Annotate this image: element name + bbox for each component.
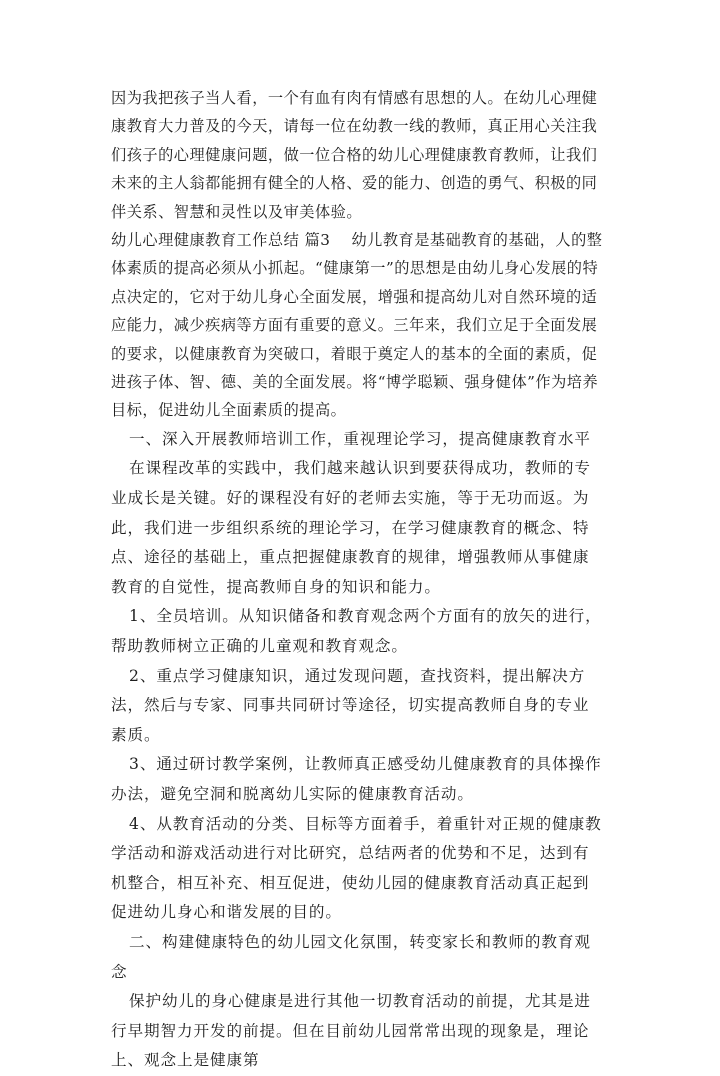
paragraph-1: 在课程改革的实践中，我们越来越认识到要获得成功，教师的专业成长是关键。好的课程没有好的老师去实施，等于无功而返。为此，我们进一步组织系统的理论学习，在学习健康教育的概念、特点、途径的基础上，重点把握健康教育的规律，增强教师从事健康教育的自觉性，提高教师自身的知识和能力。	[111, 459, 591, 596]
list-item-2: 2、重点学习健康知识，通过发现问题，查找资料，提出解决方法，然后与专家、同事共同研讨等途径，切实提高教师自身的专业素质。	[111, 666, 590, 744]
paragraph-2: 保护幼儿的身心健康是进行其他一切教育活动的前提，尤其是进行早期智力开发的前提。但在目前幼儿园常常出现的现象是，理论上、观念上是健康第	[111, 992, 591, 1070]
list-item-1: 1、全员培训。从知识储备和教育观念两个方面有的放矢的进行，帮助教师树立正确的儿童观和教育观念。	[111, 607, 602, 656]
heading-1: 一、深入开展教师培训工作，重视理论学习，提高健康教育水平	[129, 429, 591, 448]
intro-paragraph: 因为我把孩子当人看，一个有血有肉有情感有思想的人。在幼儿心理健康教育大力普及的今天，请每一位在幼教一线的教师，真正用心关注我们孩子的心理健康问题，做一位合格的幼儿心理健康教育教师，让我们未来的主人翁都能拥有健全的人格、爱的能力、创造的勇气、积极的同伴关系、智慧和灵性以及审美体验。	[111, 89, 598, 221]
list-item-3: 3、通过研讨教学案例，让教师真正感受幼儿健康教育的具体操作办法，避免空洞和脱离幼儿实际的健康教育活动。	[111, 755, 602, 803]
section-title-paragraph: 幼儿心理健康教育工作总结 篇3 幼儿教育是基础教育的基础，人的整体素质的提高必须从小抓起。“健康第一”的思想是由幼儿身心发展的特点决定的，它对于幼儿身心全面发展，增强和提高幼儿对自然环境的适应能力，减少疾病等方面有重要的意义。三年来，我们立足于全面发展的要求，以健康教育为突破口，着眼于奠定人的基本的全面的素质，促进孩子体、智、德、美的全面发展。将“博学聪颖、强身健体”作为培养目标，促进幼儿全面素质的提高。	[111, 231, 603, 420]
section-body	[111, 425, 603, 1076]
document-body	[111, 84, 603, 1076]
list-item-4: 4、从教育活动的分类、目标等方面着手，着重针对正规的健康教学活动和游戏活动进行对比研究，总结两者的优势和不足，达到有机整合，相互补充、相互促进，使幼儿园的健康教育活动真正起到促进幼儿身心和谐发展的目的。	[111, 814, 602, 922]
heading-2: 二、构建健康特色的幼儿园文化氛围，转变家长和教师的教育观念	[111, 932, 591, 981]
